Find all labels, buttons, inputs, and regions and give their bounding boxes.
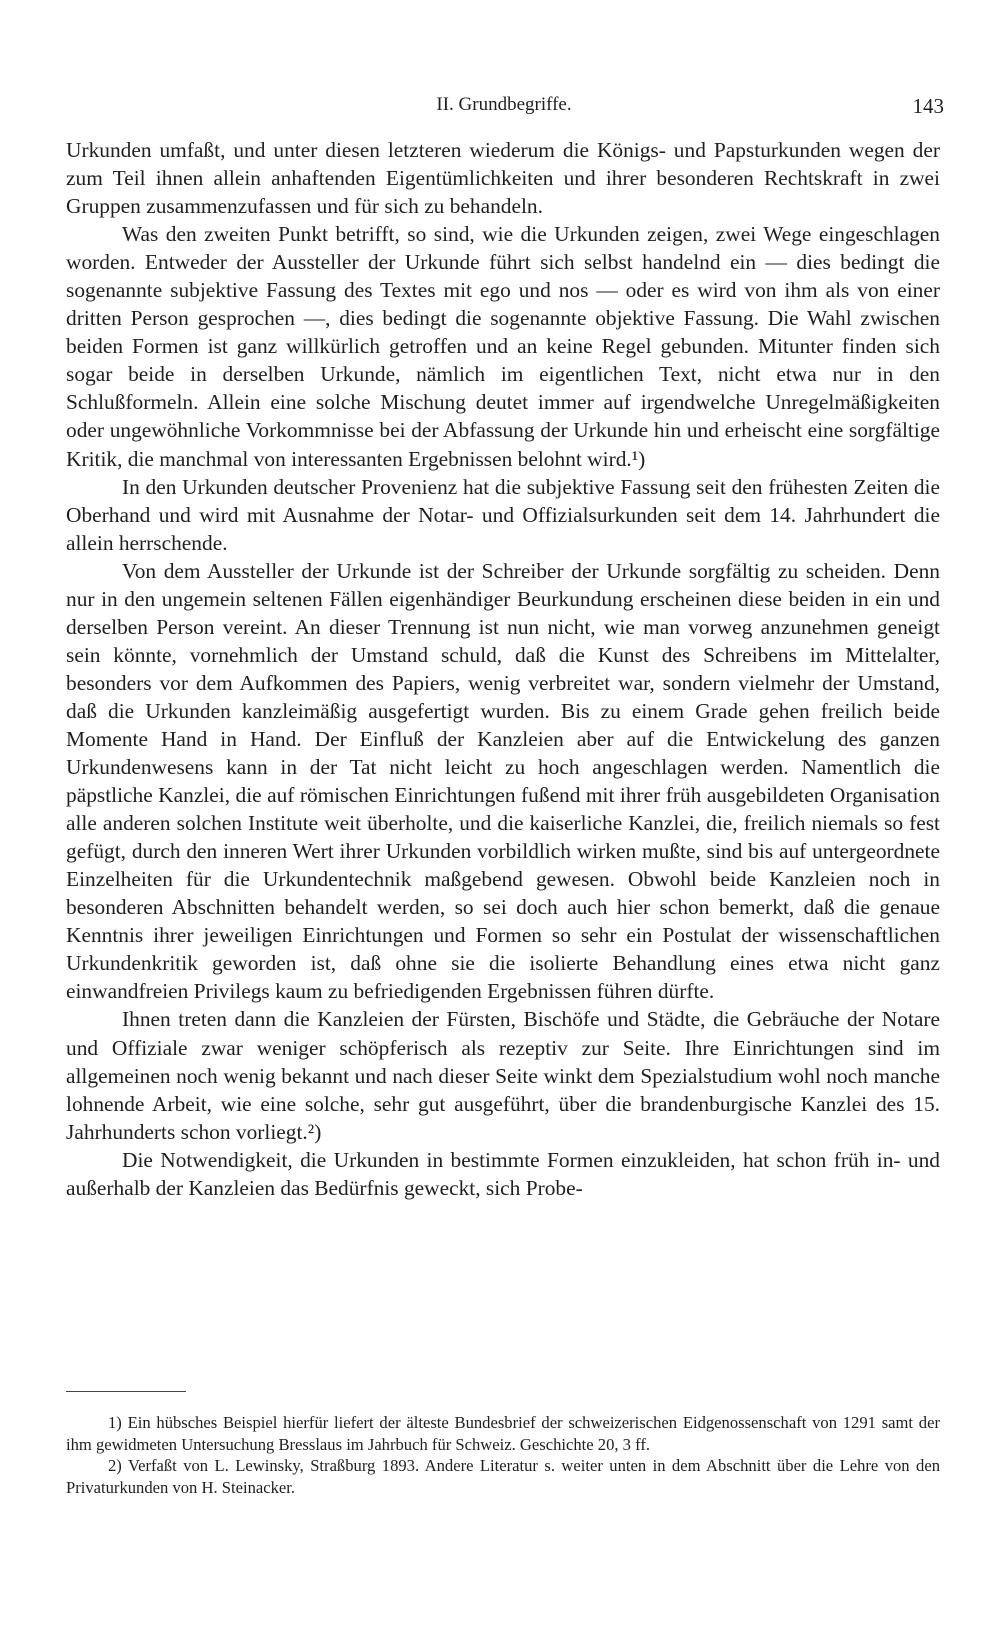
footnote-divider [66, 1391, 186, 1392]
running-head: II. Grundbegriffe. [436, 94, 572, 115]
paragraph: Ihnen treten dann die Kanzleien der Fürsten, Bischöfe und Städte, die Gebräuche der Notare und Offiziale zwar weniger schöpferisch als rezeptiv zur Seite. Ihre Einrichtungen sind im allgemeinen noch wenig bekannt und nach dieser Seite winkt dem Spezialstudium wohl noch manche lohnende Arbeit, wie eine solche, sehr gut ausgeführt, über die brandenburgische Kanzlei des 15. Jahrhunderts schon vorliegt.²) [66, 1007, 940, 1144]
paragraph: Was den zweiten Punkt betrifft, so sind, wie die Urkunden zeigen, zwei Wege eingeschlagen worden. Entweder der Aussteller der Urkunde führt sich selbst handelnd ein — dies bedingt die sogenannte subjektive Fassung des Textes mit ego und nos — oder es wird von ihm als von einer dritten Person gesprochen —, dies bedingt die sogenannte objektive Fassung. Die Wahl zwischen beiden Formen ist ganz willkürlich getroffen und an keine Regel gebunden. Mitunter finden sich sogar beide in derselben Urkunde, nämlich im eigentlichen Text, nicht etwa nur in den Schlußformeln. Allein eine solche Mischung deutet immer auf irgendwelche Unregelmäßigkeiten oder ungewöhnliche Vorkommnisse bei der Abfassung der Urkunde hin und erheischt eine sorgfältige Kritik, die manchmal von interessanten Ergebnissen belohnt wird.¹) [66, 222, 940, 471]
footnotes [66, 1412, 940, 1498]
page-header [64, 92, 944, 120]
footnote: 2) Verfaßt von L. Lewinsky, Straßburg 1893. Andere Literatur s. weiter unten in dem Abschnitt über die Lehre von den Privaturkunden von H. Steinacker. [66, 1456, 940, 1497]
paragraph: Von dem Aussteller der Urkunde ist der Schreiber der Urkunde sorgfältig zu scheiden. Denn nur in den ungemein seltenen Fällen eigenhändiger Beurkundung erscheinen diese beiden in ein und derselben Person vereint. An dieser Trennung ist nun nicht, wie man vorweg anzunehmen geneigt sein könnte, vornehmlich der Umstand schuld, daß die Kunst des Schreibens im Mittelalter, besonders vor dem Aufkommen des Papiers, wenig verbreitet war, sondern vielmehr der Umstand, daß die Urkunden kanzleimäßig ausgefertigt wurden. Bis zu einem Grade gehen freilich beide Momente Hand in Hand. Der Einfluß der Kanzleien aber auf die Entwickelung des ganzen Urkundenwesens kann in der Tat nicht leicht zu hoch angeschlagen werden. Namentlich die päpstliche Kanzlei, die auf römischen Einrichtungen fußend mit ihrer früh ausgebildeten Organisation alle anderen solchen Institute weit überholte, und die kaiserliche Kanzlei, die, freilich niemals so fest gefügt, durch den inneren Wert ihrer Urkunden vorbildlich wirken mußte, sind bis auf untergeordnete Einzelheiten für die Urkundentechnik maßgebend gewesen. Obwohl beide Kanzleien noch in besonderen Abschnitten behandelt werden, so sei doch auch hier schon bemerkt, daß die genaue Kenntnis ihrer jeweiligen Einrichtungen und Formen so sehr ein Postulat der wissenschaftlichen Urkundenkritik geworden ist, daß ohne sie die isolierte Behandlung eines etwa nicht ganz einwandfreien Privilegs kaum zu befriedigenden Ergebnissen führen dürfte. [66, 558, 940, 1004]
body-text [66, 136, 940, 1202]
paragraph: Die Notwendigkeit, die Urkunden in bestimmte Formen einzukleiden, hat schon früh in- und außerhalb der Kanzleien das Bedürfnis geweckt, sich Probe- [66, 1147, 940, 1200]
footnote: 1) Ein hübsches Beispiel hierfür liefert der älteste Bundesbrief der schweizerischen Eidgenossenschaft von 1291 samt der ihm gewidmeten Untersuchung Bresslaus im Jahrbuch für Schweiz. Geschichte 20, 3 ff. [66, 1413, 940, 1454]
paragraph: In den Urkunden deutscher Provenienz hat die subjektive Fassung seit den frühesten Zeiten die Oberhand und wird mit Ausnahme der Notar- und Offizialsurkunden seit dem 14. Jahrhundert die allein herrschende. [66, 474, 940, 555]
paragraph: Urkunden umfaßt, und unter diesen letzteren wiederum die Königs- und Papsturkunden wegen der zum Teil ihnen allein anhaftenden Eigentümlichkeiten und ihrer besonderen Rechtskraft in zwei Gruppen zusammenzufassen und für sich zu behandeln. [66, 138, 940, 219]
page-number: 143 [912, 94, 944, 118]
